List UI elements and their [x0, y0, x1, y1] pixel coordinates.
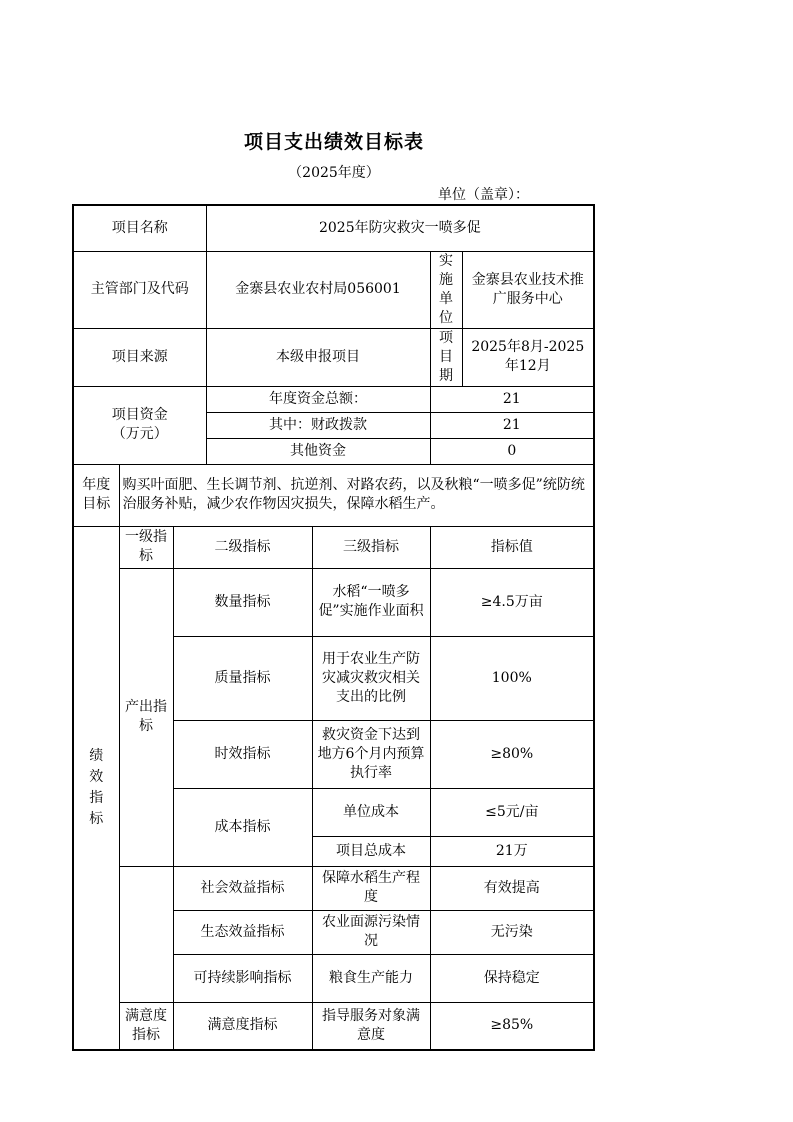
total-cost-value: 21万: [430, 836, 594, 866]
source-label: 项目来源: [73, 328, 206, 386]
annual-goal-label: 年度目标: [73, 464, 119, 526]
period-value: 2025年8月-2025年12月: [462, 328, 594, 386]
output-indicator-label: 产出指标: [119, 568, 173, 866]
dept-value: 金寨县农业农村局056001: [206, 251, 430, 328]
unit-cost-label: 单位成本: [312, 788, 430, 836]
funds-total-value: 21: [430, 386, 594, 412]
source-value: 本级申报项目: [206, 328, 430, 386]
table-row: [73, 251, 594, 328]
table-row: [73, 464, 594, 526]
cost-level2: 成本指标: [173, 788, 312, 866]
timeliness-level3: 救灾资金下达到地方6个月内预算执行率: [312, 720, 430, 788]
funds-total-label: 年度资金总额：: [206, 386, 430, 412]
quantity-level2: 数量指标: [173, 568, 312, 636]
unit-cost-value: ≤5元/亩: [430, 788, 594, 836]
project-name-value: 2025年防灾救灾一喷多促: [206, 205, 594, 251]
dept-label: 主管部门及代码: [73, 251, 206, 328]
sustain-level3: 粮食生产能力: [312, 954, 430, 1002]
benefit-level1-blank: [119, 866, 173, 1002]
project-name-label: 项目名称: [73, 205, 206, 251]
satisfaction-value: ≥85%: [430, 1002, 594, 1050]
funds-label-line2: （万元）: [111, 426, 168, 442]
performance-target-table: [72, 204, 595, 1051]
quality-level2: 质量指标: [173, 636, 312, 720]
eco-level3: 农业面源污染情况: [312, 910, 430, 954]
quality-level3: 用于农业生产防灾减灾救灾相关支出的比例: [312, 636, 430, 720]
funds-label-line1: 项目资金: [111, 407, 168, 423]
satisfaction-level3: 指导服务对象满意度: [312, 1002, 430, 1050]
quantity-value: ≥4.5万亩: [430, 568, 594, 636]
annual-goal-text: 购买叶面肥、生长调节剂、抗逆剂、对路农药，以及秋粮“一喷多促”统防统治服务补贴，减少农作物因灾损失，保障水稻生产。: [119, 464, 594, 526]
social-level3: 保障水稻生产程度: [312, 866, 430, 910]
header-level2: 二级指标: [173, 526, 312, 568]
eco-level2: 生态效益指标: [173, 910, 312, 954]
unit-seal-label: 单位（盖章）：: [438, 187, 529, 203]
table-row: [73, 1002, 594, 1050]
funds-fiscal-label: 其中：财政拨款: [206, 412, 430, 438]
funds-label: [73, 386, 206, 464]
sustain-level2: 可持续影响指标: [173, 954, 312, 1002]
page-title: 项目支出绩效目标表: [243, 131, 424, 153]
impl-unit-value: 金寨县农业技术推广服务中心: [462, 251, 594, 328]
social-value: 有效提高: [430, 866, 594, 910]
timeliness-value: ≥80%: [430, 720, 594, 788]
table-row: [73, 568, 594, 636]
performance-section-label: 绩效指标: [73, 526, 119, 1050]
table-row: [73, 526, 594, 568]
funds-other-label: 其他资金: [206, 438, 430, 464]
satisfaction-level1: 满意度指标: [119, 1002, 173, 1050]
quality-value: 100%: [430, 636, 594, 720]
eco-value: 无污染: [430, 910, 594, 954]
social-level2: 社会效益指标: [173, 866, 312, 910]
impl-unit-label: 实施单位: [430, 251, 462, 328]
report-year: （2025年度）: [288, 165, 380, 181]
table-row: [73, 205, 594, 251]
total-cost-label: 项目总成本: [312, 836, 430, 866]
header-level3: 三级指标: [312, 526, 430, 568]
header-value: 指标值: [430, 526, 594, 568]
period-label: 项目期: [430, 328, 462, 386]
header-level1: 一级指标: [119, 526, 173, 568]
table-row: [73, 866, 594, 910]
table-row: [73, 328, 594, 386]
funds-other-value: 0: [430, 438, 594, 464]
timeliness-level2: 时效指标: [173, 720, 312, 788]
quantity-level3: 水稻“一喷多促”实施作业面积: [312, 568, 430, 636]
funds-fiscal-value: 21: [430, 412, 594, 438]
satisfaction-level2: 满意度指标: [173, 1002, 312, 1050]
sustain-value: 保持稳定: [430, 954, 594, 1002]
table-row: [73, 386, 594, 412]
